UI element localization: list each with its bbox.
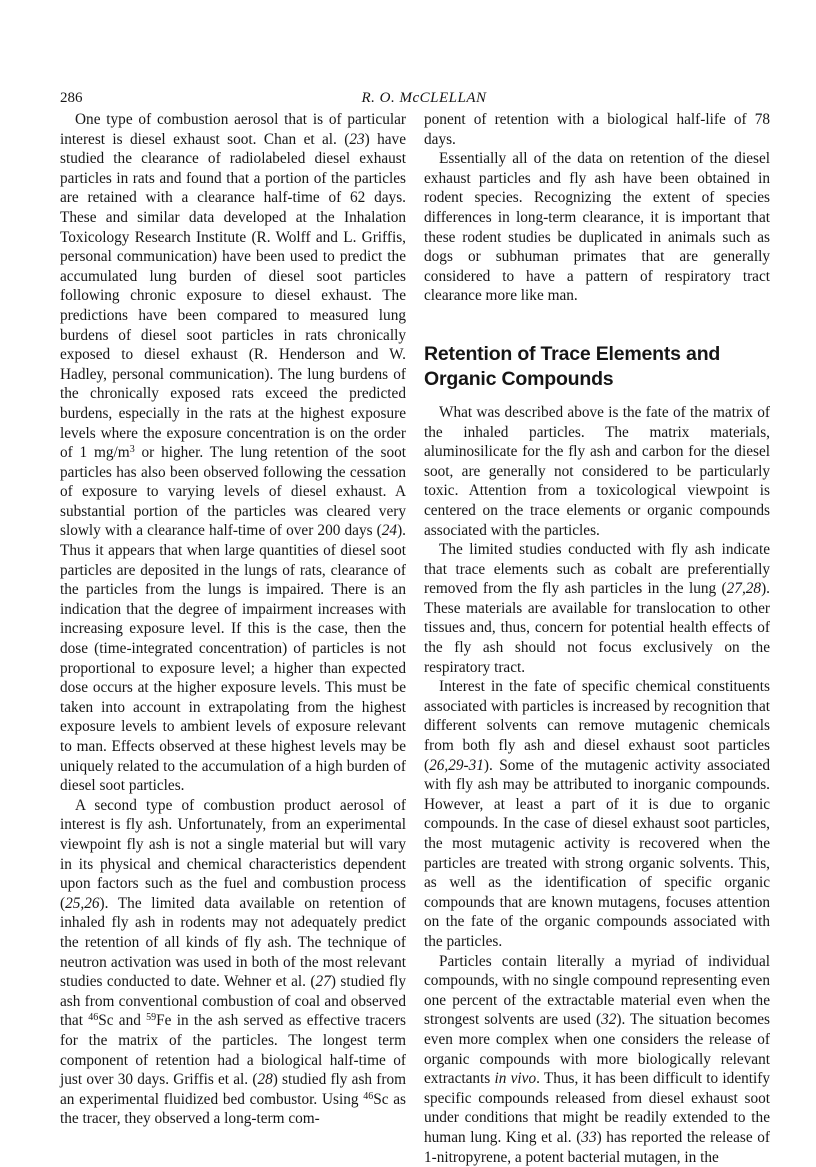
paragraph-continued: ponent of retention with a biological half-life of 78 days. [424,111,770,148]
running-head: R. O. McCLELLAN [361,90,487,106]
right-column [424,110,770,1167]
paragraph-organic-compounds: Particles contain literally a myriad of individual compounds, with no single compound representing even one percent of the extractable material even when the strongest solvents are used (32). The situation becomes even more complex when one considers the release of organic compounds with more biologically relevant extractants in vivo. Thus, it has been difficult to identify specific compounds released from diesel exhaust soot under conditions that might be readily extended to the human lung. King et al. (33) has reported the release of 1-nitropyrene, a potent bacterial mutagen, in the [424,952,771,1166]
paragraph-species-differences: Essentially all of the data on retention of the diesel exhaust particles and fly ash have been obtained in rodent species. Recognizing the extent of species differences in long-term clearance, it is important that these rodent studies be duplicated in animals such as dogs or subhuman primates that are generally considered to have a pattern of respiratory tract clearance more like man. [424,150,770,305]
left-column [60,110,406,1129]
paragraph-fly-ash: A second type of combustion product aerosol of interest is fly ash. Unfortunately, from an experimental viewpoint fly ash is not a single material but will vary in its physical and chemical characteristics dependent upon factors such as the fuel and combustion process (25,26). The limited data available on retention of inhaled fly ash in rodents may not adequately predict the retention of all kinds of fly ash. The technique of neutron activation was used in both of the most relevant studies conducted to date. Wehner et al. (27) studied fly ash from conventional combustion of coal and observed that $^{46}$Sc and $^{59}$Fe in the ash served as effective tracers for the matrix of the particles. The longest term component of retention had a biological half-time of just over 30 days. Griffis et al. (28) studied fly ash from an experimental fluidized bed combustor. Using $^{46}$Sc as the tracer, they observed a long-term com- [60,796,407,1128]
page-number: 286 [60,90,83,106]
paragraph-solvents: Interest in the fate of specific chemical constituents associated with particles is increased by recognition that different solvents can remove mutagenic chemicals from both fly ash and diesel exhaust soot particles (26,29-31). Some of the mutagenic activity associated with fly ash may be attributed to inorganic compounds. However, at least a part of it is due to organic compounds. In the case of diesel exhaust soot particles, the most mutagenic activity is recovered when the particles are treated with strong organic solvents. This, as well as the identification of specific organic compounds that are known mutagens, focuses attention on the fate of the organic compounds associated with the particles. [424,678,770,950]
paragraph-diesel-soot: One type of combustion aerosol that is of particular interest is diesel exhaust soot. Chan et al. (23) have studied the clearance of radiolabeled diesel exhaust particles in rats and found that a portion of the particles are retained with a clearance half-time of 62 days. These and similar data developed at the Inhalation Toxicology Research Institute (R. Wolff and L. Griffis, personal communication) have been used to predict the accumulated lung burden of diesel soot particles following chronic exposure to diesel exhaust. The predictions have been compared to measured lung burdens of diesel soot particles in rats chronically exposed to diesel exhaust (R. Henderson and W. Hadley, personal communication). The lung burdens of the chronically exposed rats exceed the predicted burdens, especially in the rats at the highest exposure levels where the exposure concentration is on the order of 1 $mg/m^3$ or higher. The lung retention of the soot particles has also been observed following the cessation of exposure to varying levels of diesel exhaust. A substantial portion of the particles was cleared very slowly with a clearance half-time of over 200 days (24). Thus it appears that when large quantities of diesel soot particles are deposited in the lungs of rats, clearance of the particles from the lungs is impaired. There is an indication that the degree of impairment increases with increasing exposure level. If this is the case, then the dose (time-integrated concentration) of particles is not proportional to exposure level; a higher than expected dose occurs at the higher exposure levels. This must be taken into account in extrapolating from the highest exposure levels to ambient levels of exposure relevant to man. Effects observed at these highest levels may be uniquely related to the accumulation of a high burden of diesel soot particles. [60,111,406,795]
paragraph-matrix: What was described above is the fate of the matrix of the inhaled particles. The matrix materials, aluminosilicate for the fly ash and carbon for the diesel soot, are generally not considered to be particularly toxic. Attention from a toxicological viewpoint is centered on the trace elements or organic compounds associated with the particles. [424,403,770,539]
page-header [60,90,788,110]
section-heading: Retention of Trace Elements and Organic Compounds [424,342,721,390]
paragraph-trace-elements: The limited studies conducted with fly ash indicate that trace elements such as cobalt are preferentially removed from the fly ash particles in the lung (27,28). These materials are available for translocation to other tissues and, thus, concern for potential health effects of the fly ash should not focus exclusively on the respiratory tract. [424,541,770,676]
